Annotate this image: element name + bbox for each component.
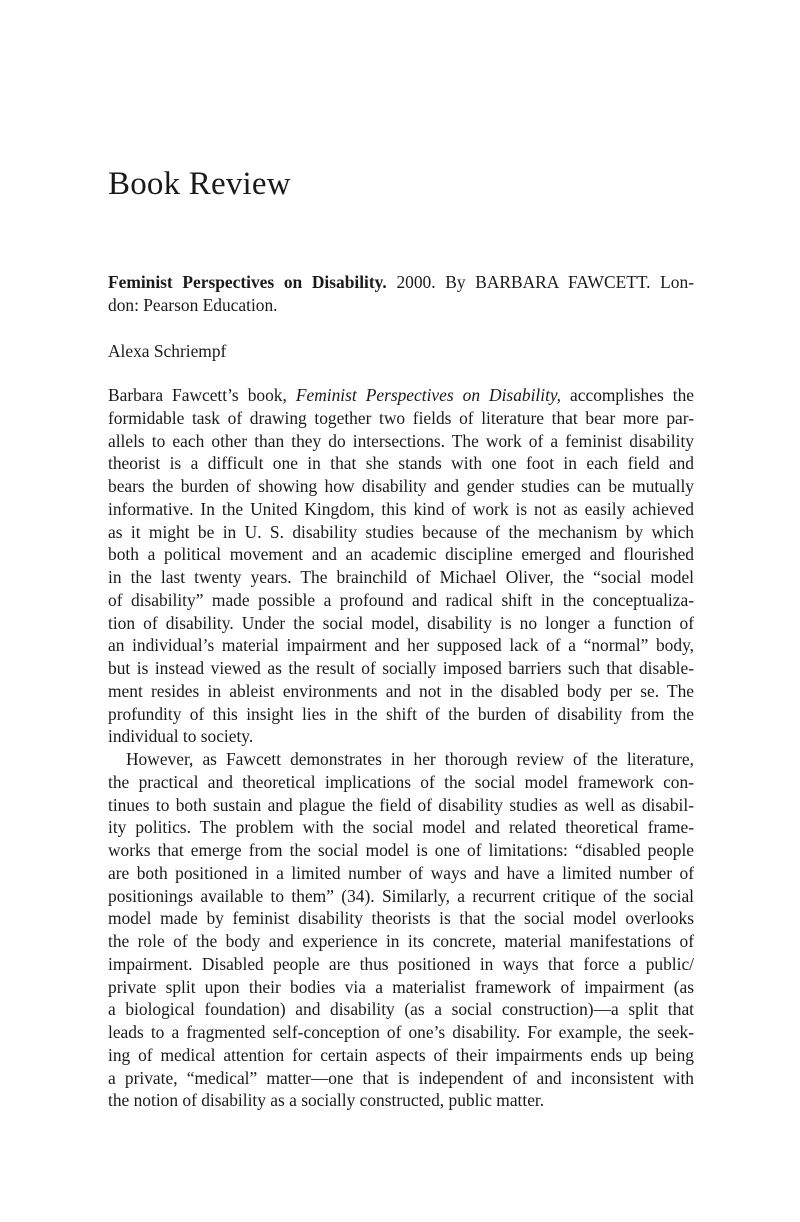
text-line [108,384,694,407]
text-line: in the last twenty years. The brainchild of Michael Oliver, the “social model [108,567,694,587]
text-line: model made by feminist disability theorists is that the social model overlooks [108,908,694,929]
text-line: leads to a fragmented self-conception of one’s disability. For example, the seek- [108,1022,694,1042]
text-line: bears the burden of showing how disability and gender studies can be mutually [108,476,694,496]
citation-line-1 [108,271,694,294]
text-line: impairment. Disabled people are thus positioned in ways that force a public/ [108,953,694,974]
text-line: both a political movement and an academic discipline emerged and flourished [108,544,694,565]
review-body [108,384,694,1112]
text-line: but is instead viewed as the result of socially imposed barriers such that disable- [108,658,694,678]
text-line: are both positioned in a limited number of ways and have a limited number of [108,862,694,883]
text-line: an individual’s material impairment and her supposed lack of a “normal” body, [108,635,694,656]
text-line: profundity of this insight lies in the shift of the burden of disability from the [108,703,694,724]
section-title: Book Review [108,166,291,202]
text-line: as it might be in U. S. disability studies because of the mechanism by which [108,521,694,542]
text-line: ment resides in ableist environments and not in the disabled body per se. The [108,680,694,701]
text-line: the notion of disability as a socially constructed, public matter. [108,1090,545,1111]
citation-line-2: don: Pearson Education. [108,294,278,315]
text-run: accomplishes the [561,385,694,405]
text-line: of disability” made possible a profound and radical shift in the conceptualiza- [108,589,694,610]
text-line: positionings available to them” (34). Similarly, a recurrent critique of the social [108,885,694,906]
reviewer-name: Alexa Schriempf [108,341,227,361]
book-title-italic: Feminist Perspectives on Disability, [295,385,562,405]
text-line: private split upon their bodies via a materialist framework of impairment (as [108,976,694,997]
text-line: works that emerge from the social model is one of limitations: “disabled people [108,840,694,860]
book-title: Feminist Perspectives on Disability. [108,272,387,292]
text-line: a biological foundation) and disability (as a social construction)—a split that [108,999,694,1020]
text-line: the practical and theoretical implications of the social model framework con- [108,771,694,792]
text-line: allels to each other than they do intersections. The work of a feminist disability [108,430,694,451]
text-line: ing of medical attention for certain aspects of their impairments ends up being [108,1044,694,1065]
text-line: formidable task of drawing together two fields of literature that bear more par- [108,407,694,428]
text-run: Barbara Fawcett’s book, [108,385,296,405]
text-line: informative. In the United Kingdom, this kind of work is not as easily achieved [108,498,694,519]
text-line: the role of the body and experience in its concrete, material manifestations of [108,931,694,951]
paragraph-1 [108,384,694,748]
text-line: ity politics. The problem with the social model and related theoretical frame- [108,817,694,838]
text-line: tinues to both sustain and plague the field of disability studies as well as disabil- [108,794,694,815]
paragraph-2 [108,748,694,1112]
text-line: tion of disability. Under the social model, disability is no longer a function of [108,612,694,633]
text-line: However, as Fawcett demonstrates in her thorough review of the literature, [126,749,694,769]
text-line: individual to society. [108,726,254,747]
book-citation [108,271,694,317]
text-line: theorist is a difficult one in that she stands with one foot in each field and [108,453,694,474]
text-line: a private, “medical” matter—one that is independent of and inconsistent with [108,1067,694,1088]
citation-details: 2000. By BARBARA FAWCETT. Lon- [386,272,694,292]
